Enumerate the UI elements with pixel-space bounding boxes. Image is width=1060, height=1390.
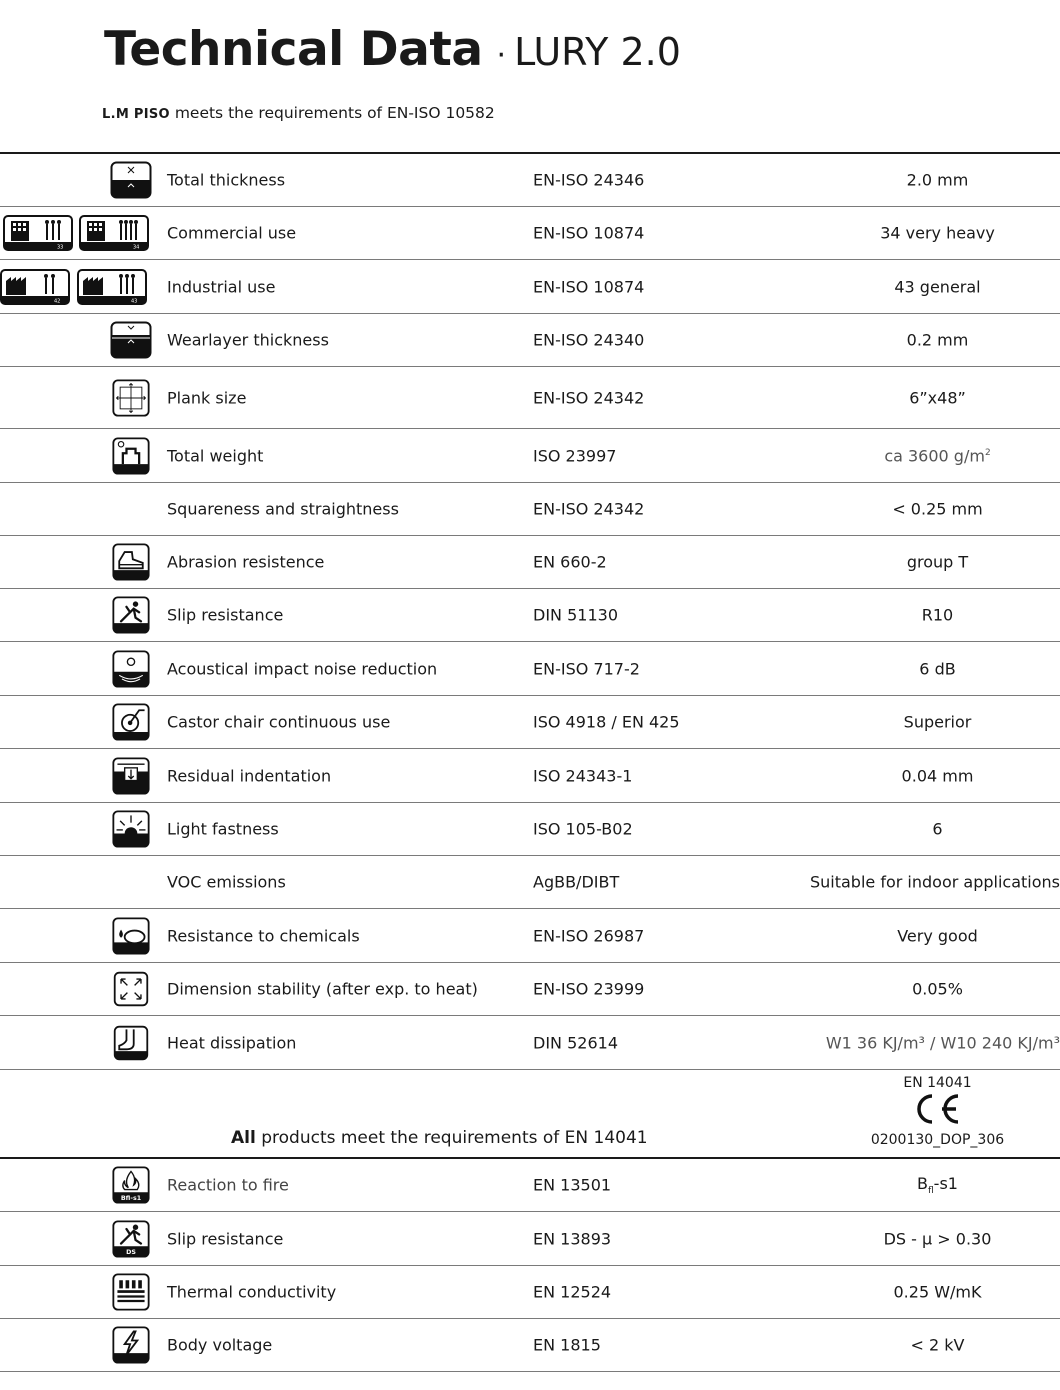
table-row <box>0 1212 1060 1265</box>
fire-icon-label: Bfl-s1 <box>120 1194 142 1202</box>
chemicals-icon <box>110 917 152 955</box>
property-name: Squareness and straightness <box>167 499 399 519</box>
property-value: 6 dB <box>919 659 956 678</box>
property-value: 43 general <box>894 277 981 296</box>
property-value: 0.04 mm <box>901 766 974 785</box>
title-separator: · <box>496 38 507 73</box>
property-standard: EN-ISO 24342 <box>533 499 645 519</box>
property-standard: DIN 52614 <box>533 1033 618 1052</box>
property-name: Reaction to fire <box>167 1175 289 1195</box>
abrasion-icon <box>110 543 152 581</box>
property-name: Wearlayer thickness <box>167 330 329 350</box>
property-name: Light fastness <box>167 819 279 839</box>
commercial-a-label: 33 <box>57 244 64 251</box>
commercial-33-icon <box>3 215 73 251</box>
table-row <box>0 536 1060 588</box>
property-name: Resistance to chemicals <box>167 926 360 945</box>
property-standard: EN 1815 <box>533 1335 601 1355</box>
industrial-a-label: 42 <box>54 298 61 304</box>
property-standard: ISO 24343-1 <box>533 766 633 785</box>
certification-all: All <box>231 1128 256 1148</box>
thermal-conductivity-icon <box>110 1273 152 1311</box>
table-row <box>0 207 1060 259</box>
property-name: Residual indentation <box>167 766 332 785</box>
property-name: Slip resistance <box>167 1229 284 1248</box>
certification-text: products meet the requirements of EN 14041 <box>261 1128 648 1148</box>
value-superscript: 2 <box>984 447 991 458</box>
property-standard: ISO 105-B02 <box>533 819 633 839</box>
property-standard: EN 13893 <box>533 1229 612 1248</box>
property-name: Heat dissipation <box>167 1033 297 1052</box>
table-row <box>0 749 1060 802</box>
dimension-stability-icon <box>110 970 152 1008</box>
property-standard: EN-ISO 717-2 <box>533 659 640 678</box>
value-main: B <box>917 1173 928 1193</box>
property-standard: EN 12524 <box>533 1282 612 1302</box>
property-value: Suitable for indoor applications <box>809 872 1060 892</box>
property-value: R10 <box>921 605 954 625</box>
property-value: 0.2 mm <box>906 330 969 350</box>
certification-standard: EN 14041 <box>903 1075 972 1091</box>
property-name: Plank size <box>167 388 247 407</box>
property-standard: EN 13501 <box>533 1175 612 1195</box>
property-standard: ISO 23997 <box>533 446 617 465</box>
property-name: Slip resistance <box>167 605 284 625</box>
property-name: Dimension stability (after exp. to heat) <box>167 979 478 999</box>
property-name: Commercial use <box>167 223 297 243</box>
industrial-43-icon <box>77 269 147 305</box>
certification-statement <box>231 1128 648 1148</box>
acoustic-noise-icon <box>110 650 152 688</box>
property-standard: DIN 51130 <box>533 605 618 625</box>
property-standard: AgBB/DIBT <box>533 872 620 892</box>
property-standard: EN-ISO 24346 <box>533 170 645 190</box>
property-standard: EN-ISO 10874 <box>533 277 645 296</box>
body-voltage-icon <box>110 1326 152 1364</box>
title-main: Technical Data <box>104 22 483 77</box>
brand-name: L.M PISO <box>102 107 170 122</box>
property-name: Total thickness <box>167 170 286 190</box>
value-text: ca 3600 g/m <box>884 446 985 465</box>
total-thickness-icon <box>110 161 152 199</box>
commercial-34-icon <box>79 215 149 251</box>
row-divider <box>0 1371 1060 1372</box>
property-value: < 0.25 mm <box>892 499 983 519</box>
page-title <box>104 22 681 77</box>
property-standard: EN-ISO 24342 <box>533 388 645 407</box>
property-standard: EN-ISO 23999 <box>533 979 645 999</box>
property-standard: EN-ISO 10874 <box>533 223 645 243</box>
property-value: group T <box>906 552 969 572</box>
property-value: 6”x48” <box>909 388 966 407</box>
property-value: 34 very heavy <box>880 223 995 243</box>
property-standard: EN-ISO 26987 <box>533 926 645 945</box>
property-standard: EN-ISO 24340 <box>533 330 645 350</box>
table-row <box>0 589 1060 641</box>
property-name: VOC emissions <box>167 872 286 892</box>
light-fastness-icon <box>110 810 152 848</box>
table-row <box>0 314 1060 366</box>
table-row <box>0 1016 1060 1069</box>
table-row <box>0 1319 1060 1371</box>
certification-band <box>0 1070 1060 1158</box>
property-name: Acoustical impact noise reduction <box>167 659 438 678</box>
property-name: Total weight <box>167 446 264 465</box>
product-name: LURY 2.0 <box>514 30 681 74</box>
property-value: Very good <box>897 926 978 945</box>
property-value <box>810 1174 1060 1196</box>
requirement-line <box>102 104 495 122</box>
property-name: Abrasion resistence <box>167 552 325 572</box>
property-name: Body voltage <box>167 1335 273 1355</box>
industrial-42-icon <box>0 269 70 305</box>
value-subscript: fl <box>928 1186 934 1197</box>
property-value: 2.0 mm <box>906 170 969 190</box>
table-row <box>0 1159 1060 1211</box>
property-value: DS - µ > 0.30 <box>883 1229 992 1248</box>
table-row <box>0 483 1060 535</box>
ce-mark-icon <box>908 1092 966 1126</box>
table-row <box>0 642 1060 695</box>
requirement-text: meets the requirements of EN-ISO 10582 <box>174 104 495 122</box>
table-row <box>0 1266 1060 1318</box>
property-value: 6 <box>932 819 943 839</box>
property-value <box>810 446 1060 465</box>
property-value: Superior <box>903 712 972 732</box>
table-row <box>0 696 1060 748</box>
slip-resistance-icon <box>110 596 152 634</box>
slip-ds-icon <box>110 1220 152 1258</box>
wearlayer-thickness-icon <box>110 321 152 359</box>
total-weight-icon <box>110 437 152 475</box>
table-row <box>0 367 1060 428</box>
property-name: Industrial use <box>167 277 276 296</box>
heat-dissipation-icon <box>110 1024 152 1062</box>
table-row <box>0 260 1060 313</box>
plank-size-icon <box>110 379 152 417</box>
property-value: 0.05% <box>912 979 963 999</box>
property-value: W1 36 KJ/m³ / W10 240 KJ/m³ <box>825 1033 1060 1052</box>
industrial-b-label: 43 <box>131 298 138 304</box>
property-standard: ISO 4918 / EN 425 <box>533 712 680 732</box>
property-name: Thermal conductivity <box>167 1282 337 1302</box>
table-row <box>0 856 1060 908</box>
commercial-b-label: 34 <box>133 244 140 251</box>
value-rest: -s1 <box>933 1173 958 1193</box>
castor-chair-icon <box>110 703 152 741</box>
property-name: Castor chair continuous use <box>167 712 391 732</box>
table-row <box>0 429 1060 482</box>
property-standard: EN 660-2 <box>533 552 607 572</box>
property-value: 0.25 W/mK <box>893 1282 982 1302</box>
property-value: < 2 kV <box>910 1335 965 1355</box>
table-row <box>0 963 1060 1015</box>
declaration-of-performance: 0200130_DOP_306 <box>870 1132 1005 1148</box>
ds-icon-label: DS <box>126 1248 136 1256</box>
table-row <box>0 909 1060 962</box>
residual-indentation-icon <box>110 757 152 795</box>
table-row <box>0 154 1060 206</box>
table-row <box>0 803 1060 855</box>
fire-reaction-icon <box>110 1166 152 1204</box>
